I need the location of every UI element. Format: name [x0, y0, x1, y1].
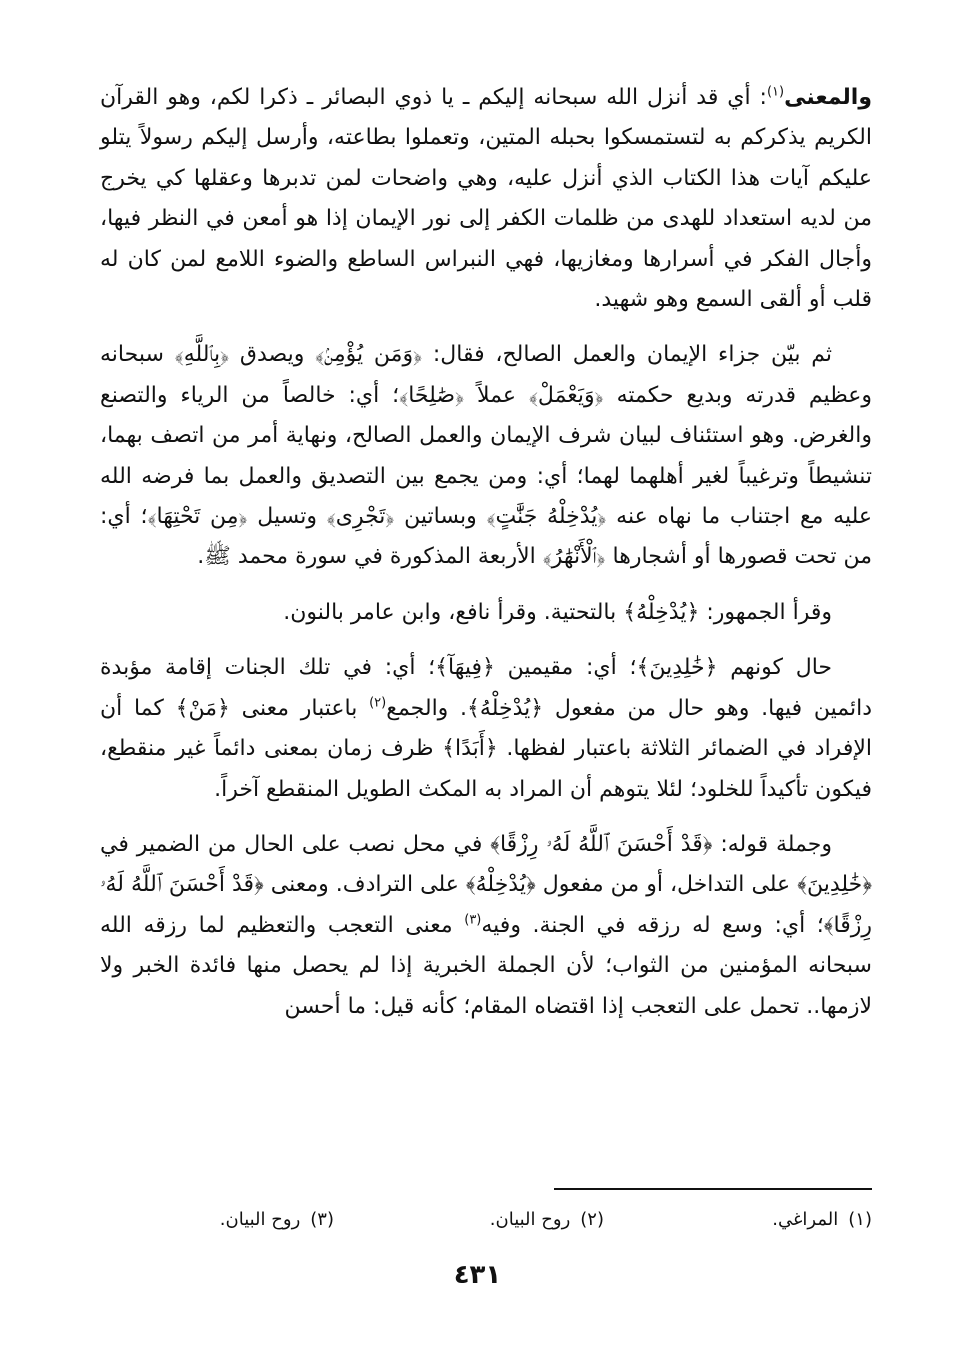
- page-body: [100, 78, 872, 1027]
- footnote-3: [220, 1206, 334, 1234]
- footnote-number: (١): [848, 1209, 872, 1230]
- paragraph-4-text-end: باعتبار معنى ﴿مَنْ﴾ كما أن الإفراد في الضمائر الثلاثة باعتبار لفظها. ﴿أَبَدًا﴾ ظرف زمان بمعنى دائماً غير منقطع، فيكون تأكيداً للخلود؛ لئلا يتوهم أن المراد به المكث الطويل المنقطع آخراً.: [100, 695, 872, 802]
- footnotes: [192, 1206, 872, 1234]
- footnote-number: (٣): [310, 1209, 334, 1230]
- footnote-ref-1: (١): [766, 84, 785, 100]
- paragraph-2: ثم بيّن جزاء الإيمان والعمل الصالح، فقال: ﴿وَمَن يُؤْمِنۢ﴾ ويصدق ﴿بِٱللَّهِ﴾ سبحانه وعظيم قدرته وبديع حكمته ﴿وَيَعْمَلْ﴾ عملاً ﴿صَٰلِحًا﴾؛ أي: خالصاً من الرياء والتصنع والغرض. وهو استئناف لبيان شرف الإيمان والعمل الصالح، ونهاية أمر من اتصف بهما، تنشيطاً وترغيباً لغير أهلهما لهما؛ أي: ومن يجمع بين التصديق والعمل بما فرضه الله عليه مع اجتناب ما نهاه عنه ﴿يُدْخِلْهُ جَنَّٰتٍ﴾ وبساتين ﴿تَجْرِى﴾ وتسيل ﴿مِن تَحْتِهَا﴾؛ أي: من تحت قصورها أو أشجارها ﴿ٱلْأَنْهَٰرُ﴾ الأربعة المذكورة في سورة محمد ﷺ.: [100, 342, 872, 570]
- footnote-text: المراغي.: [772, 1209, 839, 1230]
- paragraph-5-text-end: معنى التعجب والتعظيم لما رزقه الله سبحانه المؤمنين من الثواب؛ لأن الجملة الخبرية إذا لم يحصل منها فائدة الخبر ولا لازمها.. تحمل على التعجب إذا اقتضاه المقام؛ كأنه قيل: ما أحسن: [100, 912, 872, 1019]
- footnote-text: روح البيان.: [489, 1209, 571, 1230]
- footnote-1: [604, 1206, 872, 1234]
- footnote-text: روح البيان.: [219, 1209, 301, 1230]
- paragraph-5-text-start: وجملة قوله: ﴿قَدْ أَحْسَنَ ٱللَّهُ لَهُۥ رِزْقًا﴾ في محل نصب على الحال من الضمير في ﴿خَٰلِدِينَ﴾ على التداخل، أو من مفعول ﴿يُدْخِلْهُ﴾ على الترادف. ومعنى ﴿قَدْ أَحْسَنَ ٱللَّهُ لَهُۥ رِزْقًا﴾؛ أي: وسع له رزقه في الجنة. وفيه: [100, 831, 872, 938]
- paragraph-4: [100, 648, 872, 810]
- paragraph-4-text-start: حال كونهم ﴿خَٰلِدِينَ﴾؛ أي: مقيمين ﴿فِيهَآ﴾؛ أي: في تلك الجنات إقامة مؤبدة دائمين فيها. وهو حال من مفعول ﴿يُدْخِلْهُ﴾. والجمع: [100, 655, 872, 721]
- page-number: ٤٣١: [453, 1260, 502, 1290]
- footnote-number: (٢): [580, 1209, 604, 1230]
- footnote-ref-3: (٣): [464, 912, 482, 928]
- footnote-2: [334, 1206, 604, 1234]
- footnote-separator: [554, 1188, 872, 1190]
- paragraph-5: [100, 825, 872, 1027]
- paragraph-3: وقرأ الجمهور: ﴿يُدْخِلْهُ﴾ بالتحتية. وقرأ نافع، وابن عامر بالنون.: [283, 599, 832, 625]
- paragraph-1: [100, 78, 872, 320]
- footnote-ref-2: (٢): [369, 695, 387, 711]
- paragraph-lead-word: والمعنى: [784, 85, 872, 110]
- paragraph-1-text: : أي قد أنزل الله سبحانه إليكم ـ يا ذوي البصائر ـ ذكرا لكم، وهو القرآن الكريم يذكركم به لتستمسكوا بحبله المتين، وتعملوا بطاعته، وأرسل إليكم رسولاً يتلو عليكم آيات هذا الكتاب الذي أنزل عليه، وهي واضحات لمن تدبرها وعقلها كي يخرج من لديه استعداد للهدى من ظلمات الكفر إلى نور الإيمان إذا هو أمعن في النظر فيها، وأجال الفكر في أسرارها ومغازيها، فهي النبراس الساطع والضوء اللامع لمن كان له قلب أو ألقى السمع وهو شهيد.: [100, 85, 872, 313]
